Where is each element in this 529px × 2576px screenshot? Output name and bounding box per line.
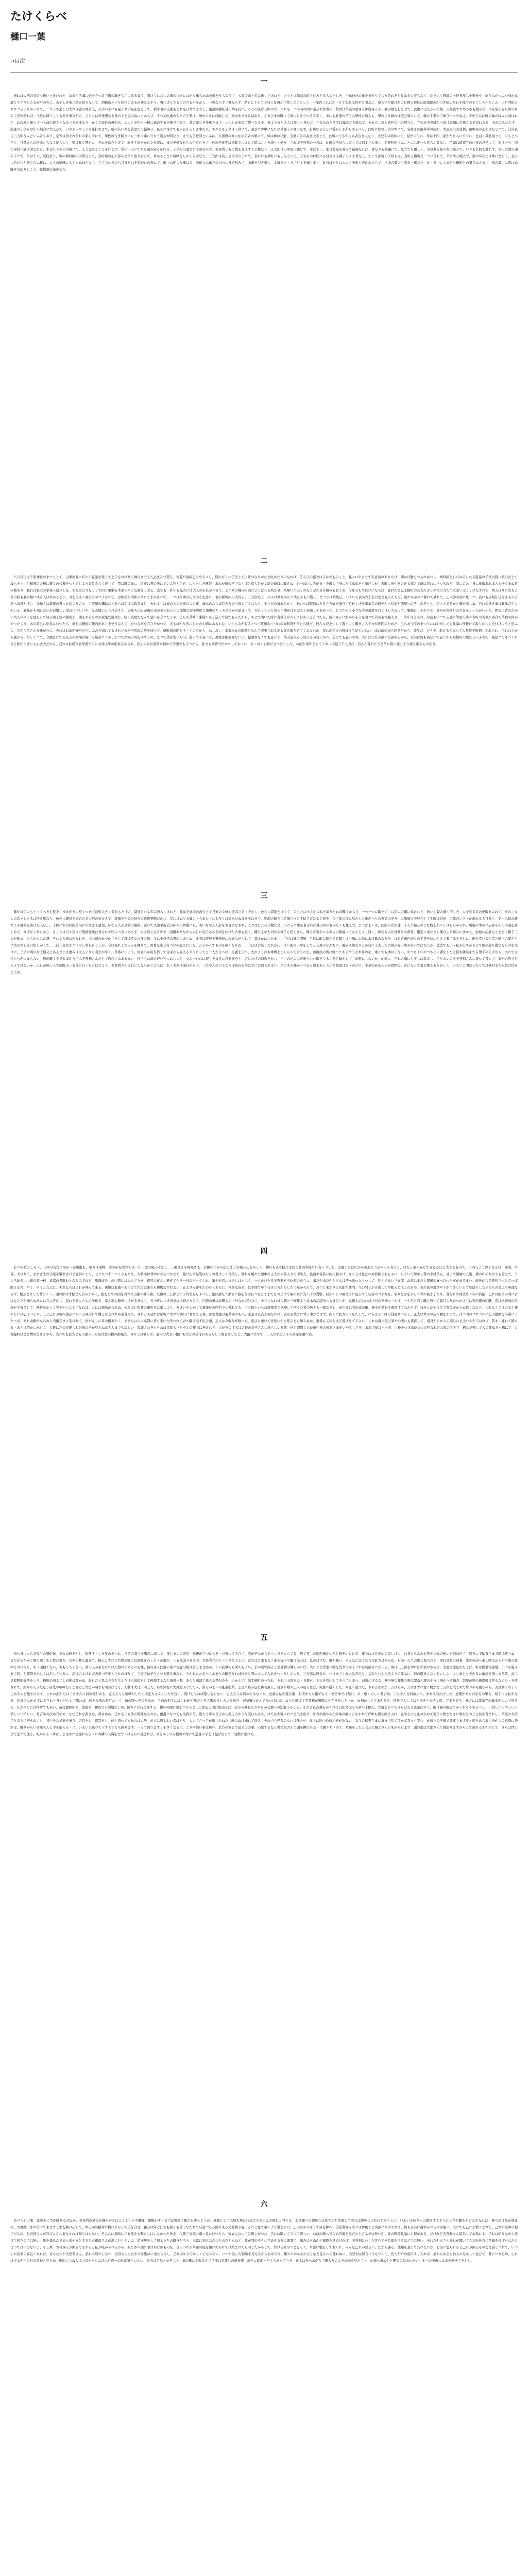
chapter-3 xyxy=(10,891,518,1218)
chapter-text: 廻れば大門の見返り柳いと長けれど、お歯ぐろ溝に燈火うつる三階の騒ぎも手に取る如く、明けくれなしの車の行来にはかり知られぬ全盛をうらなひて、大音寺前と名は佛くさけれど、さりとは陽氣の町と住みたる人の申しき、三嶋神社の角をまがりてより是れぞと見ゆる大厦もなく、かたぶく軒端の十軒長屋二十軒長や、商ひはかつふつ利かぬ處とて半さしたる雨戸の外に、あやしき形に紙を切りなして、胡粉ぬりくり彩色のある田樂みるやう、裏にはりたる串のさまもをかし、一軒ならず二軒ならず、朝日に干して夕日に仕舞ふ手當ことごとしく、一家内これにかゝりて夫れは何ぞと問ふに、知らずや霜月酉の日例の神社に欲深樣のかつぎ給ふ是れぞ熊手の下ごしらへといふ、正月門松とりすつるよりかゝりて、一年うち通しの夫れは誠の商賣人、片手わざにも夏より手足を色どりて、新年着の支度もこれをば當てぞかし、南無阿彌陀佛の時を打つ、そこの家はと聞けば、夫れも一つの時の間に遊ぶ女郎衆の、其實は茶屋の婆さん御姐さんが、我が娘を打たせて、此處に出入りの百姓一人毎夜すすめる相も變らず、又も空しき旦那の身の上を物語れば、今更に聞くことも無き事ながら、さりとは可愛想なる身の上と思はぬにもあらず、すべて此處の人々の生業は、廓中の者に付隨して、車夫あり女髪結あり、さまざまの職にて暮らしを立つる者多く、中にも此邊の子供は學校に通ふも、學校より歸れば遊び暮らして、親の手業の手傳ひ一つせぬは、やがては此町の廓の灯火に誘はれて、おのれも知らず一人前の遊人となるべき素地なり、かくて此町の風俗は、大人も子供も一樣に廓の空氣を吸ひて育ち、其言葉つき身振りまで、いつしか染みて變りたるを、外より來たる人は怪しと見れど、住みなれたる者は露ほども疑はず、それもこれも皆世の中の習ひと、さのみ不思議とも思はぬ顏に打過ぐるぞ哀れなる、夫れのみならず、此處の子供らは年の割合に大人びて、口のきゝやうより仕打ちまで、廓の若い衆を眞似ての振舞ひ、見るに付けても末おそろしき事なり、されども子供は子供にて、遊びに夢中になれば其樣子の罪のなさ、打眺むるほどに愛らしき所もあるべし、此町に住む子供の中にて、名高きは龍華寺の信如、大黒屋の美登利、田中屋の正太郎などにて、其外長吉三五郎なんどいふ者もあり、是等は皆それぞれの家の子にて、學校の行き歸りにも一所に連れ立ちて遊ぶ仲間なり、さても美登利といふは、大黒屋の寮に住める者の娘にて、姉は廓の花魁、全盛の名の高き大巻とて、此町にても知らぬ者なき人なり、美登利は其妹にて、紀州の生れ、年は十四、姿かたち人にすぐれ、色白く鼻筋通りて、口もと小さく、目鼻立ちの何處ともなく愛らしく、髪は長く豐かに、それを結ひ上げて、赤き手絡をかけたる姿は、まだ子供ながら人目をひきて、町の子供等は皆其下に從ひて遊ぶことを誇りとせり、されば美登利の一言は、此町の子供らに取りては何よりも重く、美登利が言ふことには誰一人逆らふ者なし、信如は龍華寺の住持の息子にて、年は十五、同じ學校に通ふ者なれど、生まれつきの内氣にて、人と交はることを好まず、常に一人にて本を讀み居るを好み、子供らの遊びにも加はらず、美登利とも言葉を交はすこと稀なり、正太郎は田中屋の孫にて、年は十三、家は質屋を營みて裕福なれば、身なりも綺麗にて、氣立ても優しく、美登利を姉の如く慕ひて、いつも其側を離れず、長吉は鳶の頭の子にて、年は十六、氣性荒く、町の横町組の大將として、表町組の正太郎らと常に張り合ひて、事あるごとに喧嘩をしかくる者なり、三五郎は貧しき車夫の子にて、表町にも横町にも出入りして、どちらの仲間にも付き合ふ調子のよき者なり、かくて此町の子供らは、表町と横町と二つに分れて、常に爭ひ絶えず、祭の時などは殊に烈しく、互ひに負けじと張り合ふ樣は、大人の喧嘩にも劣らぬほどなり、さても此年の八月廿日は千束神社の祭にて、町中は朝より賑はひ、子供らは揃ひの浴衣に身を包みて、山車を引き廻し、太鼓をたゝきて町々を練り歩く、此日ばかりは大人も子供も浮かれ立ちて、日頃の憂さも忘るゝ樣なり、かゝる中にも表町と横町との爭ひは止まず、祭の最中に思はぬ騒ぎの起りしこと、此物語の始めなり。 xyxy=(10,94,518,172)
chapter-number: 二 xyxy=(260,557,268,565)
document-page xyxy=(10,9,518,73)
chapter-2 xyxy=(10,556,518,870)
chapter-text: めづらしい事、此炎天に雪が降りはせぬか、美登利が學校を嫌やがるはよくよくの不機嫌、朝飯がすゝまずば後刻に鮨でも誂へようか、風邪にしては熱も無ければ大方きのふの疲れと見える、太郎樣への朝參りは母さんが代理してやれば御免こふむれとありしに、いゑいゑ姉さんの繁昌するやうにと私が願をかけたのなれば、參らねば氣が濟まぬ、お賽錢下され行つて來ますと家を驅け出して、中田圃の稻荷に鰐口ならして手を合せ、願ひは何ぞ行きも歸りも首うなだれて畦道づたひ歸り來る美登利が姿、それと見て遠くより聲をかけ、正太はかけ寄りて袂を押へ、美登利さん昨夕は御免よと突然にあやまれば、何もお前に謝罪られる事は無い、夫れでも己れが憎くまれて、己れが喧嘩の相手だもの、お祖母さんが呼びにさへ來なければ歸りはしない、そんなに無暗に三五郎をも撃たしはしなかつた物を、今朝三五郎の處へ見に行つたら、彼奴も泣いて口惜しがつた、己れは聞いてさへ口惜しい、お前の顏へ長吉め草履を投げたと言ふでは無いか、彼の野郎亂暴にも程がある、だけれど美登利さん堪忍してお呉れよ、己れは知りながら逃げて居たのでは無い、飯を掻込んで表へ出やうとするとお祖母さんが湯に行くといふ、留守居をして居るうちの騷ぎだろう、本當に知らなかつたのだからねと、我が罪のやうに平あやまりに謝罪て、痛みはせぬかと額際を見あげれば、美登利につこり笑ひて何負傷をするほどでは無い、夫れだが正さん誰れが聞いても私が長吉に草履を投げられたと言つてはいけないよ、もし萬一お母さんが聞きでもすると私が叱かられるから、親でさへ頭に手はあげぬものを、長吉づれが草履の泥を額にぬられては踏まれたも同じだからとて、背ける顏のいとをしく、本當に堪忍しておくれ、みんな己れが惡るい、だから謝る、機嫌を直して呉れないか、お前に怒られると己れが困るものをと話しつれて、いつしか我家の裏近く來れば、寄らないか美登利さん、誰れも居やしない、祖母さんも日がけを集めに出たらうし、己ればかりで淋しくてならない、いつか話した錦繪を見せるからお寄りな、種々のがあるからと袖を捉らへて離れぬに、美登利は無言にうなづいて、侘た折戸の庭口より入れば、廣からねども鉢ものをかしく並びて、軒につり忍艸、これは正太が午の日の買物と見えぬ、理由しらぬ人は小首やかたぶけん町内一の財産家といふに、家内は祖母と此子二人、萬の鍵に下腹冷えて留守は見渡しの總長屋、流石に錠前くだくもあらざりき、正太は先へあがりて風入りのよき場處を見たてゝ、此處へ來ぬかと團扇の氣あつかい、十三の子供にはませ過ぎてをかし。 xyxy=(10,2219,518,2263)
chapter-text: 解かば足にもとゞくべき毛髪を、根あがりに堅くつめて前髪大きく髷おもたげの、赭熊といふ名は恐ろしけれど、此髷を此頃の流行とて良家の令嬢も遊ばさるゝぞかし、色白に鼻筋とほりて、口もとは小さからねど締りたれば醜くからず、一つ一つに取たてゝは美人の鑑に遠けれど、物いふ聲の細く清しき、人を見る目の愛敬あふれて、身のこなしの活々したるは快き物なり、柿色に蝶鳥を染めたる大形の裕衣きて、黒襦子と染分絞りの晝夜帶胸だかに、足にはぬり木履こゝらあたりにも多くは見かけぬ高きをはきて、朝湯の歸りに首筋白々と手拭さげたる立姿を、今三年の後に見たしと廓がへりの若者は申き、大黒屋の美登利とて生國は紀州、言葉のいさゝか訛れるも可愛く、第一は切れ離れよき氣象を喜ばぬ人なし、子供に似合ぬ銀貨入れの重きも道理、姉なる人が全盛の餘波、延いては遣手新造が姉への世辭にも、美いちやん人形をお買ひなされ、これはほんの手鞠代と、くれるに恩を着せねば貰ふ身の有がたくも覺えず、まくはまくは、同級の女生徒二十人に揃ひのごむ鞠を與へしはおろかの事、馴染の筆やに店ざらしの手遊を買しめて、喜ばせし事もあり、さりとは日々夜々の散財此歳此身分にて叶ふべきにあらず、末は何となる身ぞ、兩親ありながら大目に見てあらき詞をかけたる事も無く、樓の主が大切がる樣子も怪しきに、聞けば養女にもあらず親戚にてはもとより無く、姉なる人が身賣りの當時、鑑定に來たりし樓の主が誘ひにまかせ、此地に活計もとむとて親子三人が旅衣、たち出しは此譯、それより奧は何なれや、今は寮のあづかりをして母は遊女の仕立物、父は小格子の書記に成りぬ、此身は遊藝手藝學校にも通はせられて、其ほかは心のまゝ、半日は姉の部屋、半日は町に遊んで見聞くは三味に太鼓にあけ紫のなり形、はじめ藤色絞りの半襟を袷にかけて着て歩るきしに、田舍者いなか者と町内の娘どもに笑はれしを口惜しがりて、三日三夜泣きつゞけし事も有りしが、今は我れより人々を嘲りて、野暮な姿と打つけの惡まれ口を、言ひかへすものも無くなりぬ、二十日はお祭りなれば心一ぱい面白い事をしてと友達のせがむに、趣向は何なりと各自に工夫して大勢の好い事が好いではないか、幾金でもいゝ私が出すからとて例の通り勘定なしの引受けに、子供中間の女王樣又とあるまじき惠みは大人よりも利きが早く、茶番にしよう、何處のか店を借りて往來から見えるやうにしてと一人が言へば、馬鹿を言へ、夫れよりはお神輿をこしらへておくれな、蒲田屋の奧に飾つてあるやうな本當のを、重くても搆はしない、やつちよいやつちよい譯なしだと捩ぢ鉢卷をする男子のそばから、夫れでは私たちがつまらない、皆が騷ぐを見るばかりでは美登利さんだとて面白くはあるまい、何でもお前の好い物におしよと、女の一むれは祭りを拔きに常盤座をと、言ひたげの口振をかし、田中の正太は可愛らしい眼をぐるぐると動かして、幻燈にしないか、幻燈に、己れの處にも少しは有るし、足りないのを美登利さんに買つて貰つて、筆やの店で行らうではないか、己れが映し人で横町の三五郎に口上を言はせよう、美登利さん夫れにしないかと言へば、あゝ夫れは面白からう、三ちやんの口上ならば誰れも笑はずには居られまい、序にあの顏がうつると猶おもしろいと相談はとゝのひて、不足の品を正太が買物役、汗になりて飛び廻るもをかしく、いよいよ明日となりては横町までも其沙汰きこえぬ。 xyxy=(10,910,518,974)
chapter-text: 待つ身につらき夜半の置炬燵、それは戀ぞかし、吹風すゞしき夏の夕ぐれ、ひるの暑さを風呂に流して、身じまいの姿見、母親が手づからそゝけ髮つくろひて、我が子ながら美くしきを立ちて見、居て見、首筋が薄かつたと猶ぞいひける、單衣は水色友仙の凉しげに、白茶金らんの丸帶少し幅の狹いを結ばせて、庭石に下駄直すまで時は移りぬ、まだかまだかと塀の廻りを七度び廻り、欠伸の數も盡きて、拂ふとすれど名物の蚊に首筋額ぎわしたゝか螫れ、三五郎弱りきる時、美登利立出でゝいざと言ふに、此方は言葉もなく袖を捉へて驅け出せば、息がはずむ、胸が痛い、そんなに急ぐならば此方は知らぬ、お前一人でお出と怒られて、別れ別れの到着、筆やの店へ來し時は正太が夕飯の最中とおぼえし、あゝ面白くない、おもしろくない、彼の人が來なければ幻燈はじめるのも嫌、伯母さん此處の家に智惠の板は賣りませぬか、十六武藏でも何でもよい、手が暇で困ると美登利の淋しがれば、夫れよと即坐に鋏を借りて女子づれは切拔きにかゝる、男は三五郎を中に仁和賀のさらひ、北廓全盛見わたせば、軒は提燈電氣燈、いつも賑ふ五丁町、と諸聲をかしくはやし立つるに、記憶のよければ去年一昨年とさかのぼりて、手振手拍子ひとつも變る事なし、うかれ立たる十人あまりの騷ぎなれば何事と門に立ちて人垣をつくりし中より、三五郎は居るか、一寸來てくれ大急ぎだと、文次といふ元結よりの呼ぶに、何の用意もなくおいしよ、よし來たと身がるに敷居を飛こゆる時、此二タ股野郎覺悟をしろ、横町の面よごしめ唯は置かぬ、誰れだと思ふ長吉だ生ふざけた眞似をして後悔するなと頬骨一撃、あつと魂消て逃入る襟がみを、つかんで引出す横町の一むれ、それ三五郎をたゝき殺せ、正太を引出してやつてしまへ、弱虫にげるな、團子屋の頓馬も唯は置ぬと潮のやうに沸かへる騷ぎ、筆屋が軒の掛提燈は苦もなくたゝき落されて、釣りらんぷ危なし店先の喧嘩なりませぬと女房が喚きも聞かばこそ、人數は大凡十四五人、ねぢ鉢卷に大萬燈ふりたてゝ、當るがまゝの亂暴狼藉、土足に踏み込む傍若無人、目ざす敵の正太が見えねば、何處へ隱くした、何處へ逃げた、さあ言はぬか、言はぬか、言はさずに置く物かと三五郎を取こめて撃つやら蹴るやら、美登利くやしく止める人を掻きのけて、これお前がたは三ちやんに何の咎がある、正太さんと喧嘩がしたくば正太さんとしたが宜い、逃げもせねば隱しもしない、正太さんは居ぬではないか、此處は私が遊び處、お前がたに指でもさゝせる事では無い、ゑゝ憎くらしい長吉め、三ちやんを何故ぶつ、あれ又引たほした、意趣があらば私をお撃ち、相手には私がなる、伯母さん止めずに下されと身もだへして罵れば、何を女郎め頬桁たゝく、姉の跡つぎの乞食め、手前の相手にはこれが相應だと多人數のうしろより長吉、泥草履つかんで投つければ、ねらひ違はず美登利が額際にむさき物したゝか、血相かへて立あがるを、怪我でもしてはと抱きとむる女房、ざまを見ろ、此方には龍華寺の藤本がついて居るぞ、仕かへしには何時でも來い、薄馬鹿野郎め、弱虫め、腰ぬけの活地なしめ、歸りには待伏せする、横町の闇に氣をつけろと三五郎を土間に投出せば、折から靴音たれやらが交番への注進今ぞしる、それと長吉聲をかくれば丑松文次その余の十餘人、方角をかへてばらばらと逃足はやく、拔け裏の細道にかくれるもあるべし、口惜しいくやしい口惜しい口惜しい、長吉め文次め丑松め、なぜ己れを殺さぬ、殺さぬか、己れも三五郎だ唯死ぬものか、幽靈になつても取殺すぞ、覺えて居ろ長吉めと湯玉のやうな涙はらはら、はては大聲にわつと泣き出す、身内や痛からん筒袖の處々引さかれて背中も腰も砂まぶれ、止めるにも止めかねて勢ひの悽まじさに唯おどおどと氣を呑まれし、筆屋の女房走り寄りて抱きおこし、背中をなで砂を拂ひ、堪忍をし、堪忍をし、何と思つても先方は大勢、此方は皆よわい者ばかり、大人でさへ手が出しかねたに叶はぬは知れて居る、夫れでも怪我のないは仕合せ、此上は途中の待ぶせが危ない、幸ひの巡査さまに家まで見て頂かば我々も安心、此通りの子細で御座ります故と筋をあらあら折からの巡査に語れば、職掌がらいざ送らんと手を取らるゝに、いゑいゑ送つて下さらずとも歸ります、一人で歸りますと小さくなるに、こりや怕い事は無い、其方の家まで送る分の事、心配するなと微笑を含んで頭を撫でらるゝに彌々ちゞみて、喧嘩をしたと言ふと親父さんに叱かられます、頭の家は大家さんで御座りますからとて凋れるをすかして、さらば門口まで送つて遣る、叱からるゝ事はしませぬわと連れらるゝに四隣の人胸をなでゝはるかに見送れば、何とかしけん横町の角にて巡査の手をば振はなして一目散に逃げぬ。 xyxy=(10,1652,518,1736)
chapter-text: 八月廿日は千束神社のまつりとて、山車屋臺に町々の見榮を張りて土手をのぼりて廓内までも入込まんづ勢ひ、若者が氣組思ひやるべし、聞かぢりに子供とて由斷のなりがたき此あたりのなれば、そろひの裕衣は言はでものこと、銘々に申合せて生意氣のありたけ、聞かば膽もつぶれぬべし、横町組と自らゆるしたる亂暴の子供大將に頭の長とて歳も十六、仁和賀の金棒に親父の代理をつとめしより氣位ゑらく成りて、帶は腰の先に、返事は鼻の先にていふ物と定め、にくらしき風俗、あれが頭の子でなくばと鳶人足が女房の蔭口に聞えぬ、心一ぱいに我がまゝを徹して身に合はぬ巾をも廣げしが、表町に田中屋の正太郎とて歳は我れに三つ劣れど、家に金あり身に愛嬌あれば人も憎くまぬ當の敵あり、我れは私立の學校へ通ひしを、先方は公立なりとて同じ唱歌も本家のやうな顏をしおる、去年も一昨年も先方には大人の末社がつきて、まつりの趣向も我れよりは花を咲かせ、喧嘩に手出しのなりがたき仕組みも有りき、今年又もや負けにならば、誰れだと思ふ横町の長吉だぞと平常の力だては空いばりとけなされて、辨天ぼりに水およぎの折も我が組に成る人は多かるまじ、力を言はゞ我が方がつよけれど、田中屋が柔和ぶりにごまかされて、一つは學問が出來おるを恐れ、我が横町組の太郎吉、三五郎など、内々は彼方がたに成たるも口惜し、まつりは明後日、いよいよ我が方が負け色と見えたらば、破れかぶれに暴れて暴れて、正太郎が面に疵一つ、我れも片眼片足なきものと思へば爲やすし、加擔人は車屋の丑に元結よりの文、手遊屋の彌助などあらば引けは取るまじ、夫れよりは彼の人の事彼の人の事、藤本のならば宜き智惠も貸してくれんと、十八日の暮れちかく、物いへば眼口にうるさき蚊を拂ひて竹村しげき龍華寺の庭先から信如が部屋へのそりのそりと、信さん居るかと顏を出しぬ、己れの爲る事は亂暴だと人がいふ、亂暴かも知れないが口惜しい事は口惜しいや、なあ聞いとくれ信さん、去年も己れが處の末の弟の奴と正太郎組の短小野郎と萬燈のたゝき合ひから始まって、夫れといふと奴の中間がばらばらと飛出しやあがって、どうだらう小さな者の萬燈を打こはしちまって、胴揚にしやがつて、見やがれ横町のざまをと一人がいふと、間拔に背のたかい大人のやうな面をして居る團子屋の頓馬が、頭もあるものか尻尾だ尻尾だ、豚の尻尾だなんて惡口を言つたとさ、己らあ其時千束樣へねり込んで居たもんだから、あとで聞いた時に直樣仕かへしに行かうと言つたら、親父さんに頭から小言を喰つて其時も泣寢入り、一昨年はそらね、お前も知つてる通り筆屋の店へ表町の若衆が寄合て茶番か何かやつたらう、あの時己れが見に行つたら、横町は横町の趣向がありませうなんて、おつな事を言ひやがつて、正太ばかり客にしたのも胸にあるわな、いくら金が有るとつて質屋のくづれの高利貸が何たら樣だ、彼んな奴を生して置くより擲きころす方が世間のためだ、己らあ今度のまつりには如何しても亂暴に仕掛けて取りかへしを付けようと思ふよ、だから信さん友達がひに、夫れはお前が嫌やだといふのも知れてるけれども何卒我れの肩を持つて、横町組の恥をすゝぐのだから、ね、おい、本家本元の唱歌だなんて威張りおる正太郎を取ちめてくれないか、我れが私立の寢ぼけ生徒といはれゝばお前の事も同然だから、後生だ、どうぞ、助けると思つて大萬燈を振廻しておくれ、己れは心から底から口惜しくつて、今度負けたら長吉の立端は無いと無茶にくやしがつて大幅の肩をゆすりぬ、だつて僕は弱いもの、弱くても宜いよ、萬燈は振廻せないよ、振廻さなくても宜いよ、僕が這入ると負けるが宜いかへ、負けても宜いのさ、夫れは仕方が無いと諦めるから、お前は何も爲ないで宜いから唯横町の組だといふ名で、威張つてさへくれると豚かつぎにも心丈夫だから、己れは此樣な無學漢だのにお前は學が出來るからね、向ふの奴が漢語か何かで冷語でも言つたら、此方も漢語で仕かへしておくれ、あゝ好い心持ださつぱりした、お前が承知をしてくれゝば最う千人力だ、信さん有がたうと常に無い優しき言葉も出るものなり。 xyxy=(10,575,518,646)
chapter-text: 打つや鼓のしらべ、三味の音色に事かゝぬ場處も、祭りは別物、酉の市を除けては一年一度の賑ひぞかし、三嶋さま小野照さま、お隣社づから負けまじの競ひ心をかしく、横町も表も揃ひは同じ眞岡木綿に町名くづしを、去歳よりは好からぬ形とつぶやくも有けり、口なし染の麻だすきなるほど太きを好みて、十四五より以下なるは、達磨、木兎、犬はり子、さまざまの手遊を數多きほど見得にして、七つ九つ十一つくるもあり、大鈴小鈴背中にがらつかせて、駈け出す足袋はだしの勇ましく可笑し、群れを離れて田中の正太が赤筋入りの印半天、色白の首筋に紺の腹がけ、さりとは見なれぬ扮粧とおもふに、しごいて締めし帶の水淺黄も、見よや縮緬の上染、襟の印のあがりも際立て、うしろ鉢卷に山車の花一枝、革緒の雪駄おとのみはすれど、馬鹿ばやしの中間には入らざりき、夜宮は事なく過ぎて今日一日の日も夕ぐれ、筆やが店に寄合しは十二人、一人かけたる美登利が夕化粧の長さに、未だか未だかと正太は門へ出つ入りつして、呼んで來い三五郎、お前はまだ大黒屋の寮へ行つた事があるまい、庭先から美登利さんと言へば聞える筈、早く、早くと言ふに、夫れならば己れが呼んで來る、萬燈は此處へあづけて行けば誰れも蝋燭ぬすむまい、正太さん番をたのむとあるに、吝嗇な奴め、其手間で早く行けと我が年したに叱かられて、おつと來たさの次郎左衞門、今の間とかけ出して韋駄天とはこれをや、あれ彼の飛びやうが可笑しいとて見送りし女子どもの笑ふも無理ならず、横ぶとりして背ひくゝ、頭の形は才槌とて首みじかく、振むけての面を見れば出額の獅子鼻、反歯の三五郎といふ仇名おもふべし、色は論なく黒きに感心なは目つきどこまでもおどけて兩の頬に笑くぼの愛敬、目かくしの福笑ひに見るやうな眉のつき方も、さりとはをかしく罪の無き子なり、貧なれや阿波ちゞみの筒袖、己れは揃ひが間に合はなんだと知らぬ友には言ふぞかし、我れを頭に六人の子供を、養ふ親も轅棒にすがる身なり、五十軒によき得意場は持たりとも、内證の車は商賣ものゝ外なれば詮なく、十三になれば片腕と一昨年より並木の活版所へも通ひしが、怠惰ものなれば十日の辛棒つゞかず、一ト月と同じ職も無くて霜月より春へかけては突羽根の内職、夏は檢査場の氷屋が手傳ひして、呼聲をかしく客を引くに上手なれば、人には調法がられぬ、去年は仁和賀の臺引きに出しより、友達いやしがりて萬年町の呼名今に殘れども、三五郎といへば滑稽者と承知して憎くむ者の無きも一徳なりし、田中屋は我が命の綱、親子が蒙むる御恩すくなからず、日歩とかや言ひて利金安からぬ借りなれど、これなくてはの金主樣あだには思ふべしや、三公己れが町へ遊びに來いと呼ばれて嫌とは言はれぬ義理あり、されども我れは横町に生れて横町に育ちたる身、住む地處は龍華寺のもの、家主は長吉が親なれば、表むき彼方に背く事かなはず、内々に此方の用をたして、にらまるゝ時の役廻りつらし、正太は筆やの店へ腰をかけて、待つ間のつれづれに忍ぶ戀路を小聲にうたへば、あれ由斷がならぬと内儀さまに笑はれて、何がなしに耳の根あかく、まぎらはしに高聲に皆も來いと呼つれて表へ驅け出す出合頭、正太は夕飯なぜ喰べぬ、遊びに耄けて先刻にから呼ぶをも知らぬか、誰樣も又のちほど遊ばせて下され、これは御世話と筆やの妻にも挨拶して、祖母が自からの迎ひに正太いやが言はれず、其まゝ連れて歸らるゝあとは俄かに淋しく、人數は左のみ變らねど彼の子が見えねば大人までも寂しい、馬鹿さわぎもせねば串談も三ちやんの樣では無けれど、人好きのするは金持の息子さんに珍らしい愛敬、何と御覽じたか田中屋の後家さまがいやらしさを、あれで年は六十四、白粉をつけぬがめつけ物なれど丸髷の大きさ、猫なで聲して人の死ぬをも搆はず、大方臨終は金と情死なさるやら、夫れでも此方どもの頭の上らぬは彼の物の御威光、さりとは欲しや、廓内の大きい樓にも大分の貸付があるらしう聞きましたと、大路に立ちて二三人の女房よその財産を數へぬ。 xyxy=(10,1266,518,1336)
chapter-number: 一 xyxy=(260,78,268,86)
chapter-6 xyxy=(10,2200,518,2576)
chapter-1 xyxy=(10,77,518,541)
chapter-4 xyxy=(10,1247,518,1607)
author-name: 樋口一葉 xyxy=(10,32,45,42)
chapter-number: 四 xyxy=(260,1247,268,1256)
chapter-5 xyxy=(10,1633,518,2174)
chapter-number: 五 xyxy=(260,1634,268,1642)
divider xyxy=(10,72,518,73)
toc-link[interactable]: →目次 xyxy=(10,59,25,64)
book-title: たけくらべ xyxy=(10,10,67,23)
chapter-number: 三 xyxy=(260,892,268,900)
chapter-number: 六 xyxy=(260,2200,268,2209)
